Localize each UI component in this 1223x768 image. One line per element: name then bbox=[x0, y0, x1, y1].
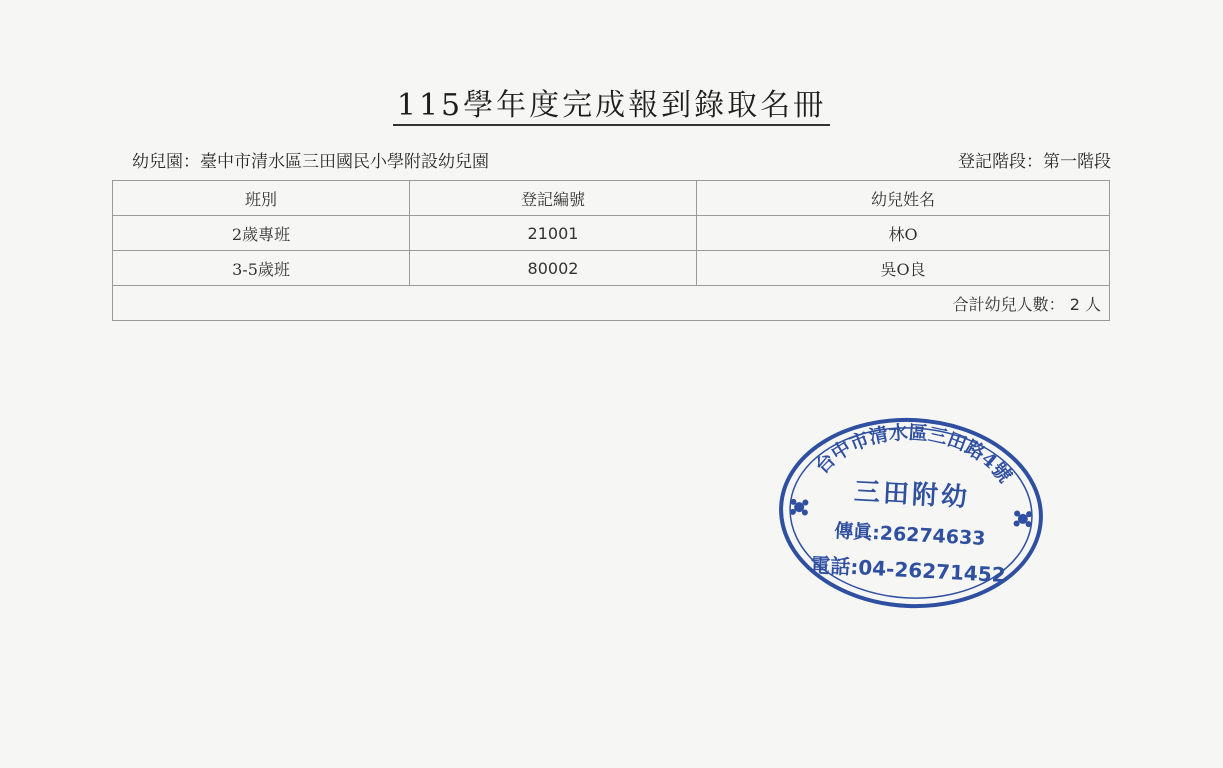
cell-reg-no: 21001 bbox=[410, 216, 697, 251]
stage-label: 登記階段：第一階段 bbox=[958, 152, 1111, 172]
table-row bbox=[113, 216, 1110, 251]
official-stamp bbox=[772, 408, 1050, 618]
stamp-phone: 電話:04-26271452 bbox=[809, 552, 1007, 588]
stamp-fax: 傳眞:26274633 bbox=[833, 520, 987, 550]
header-child-name: 幼兒姓名 bbox=[697, 181, 1110, 216]
total-row bbox=[113, 286, 1110, 321]
cell-child-name: 吳O良 bbox=[697, 251, 1110, 286]
stamp-address: 台中市清水區三田路4號 bbox=[811, 421, 1016, 488]
cell-class: 3-5歲班 bbox=[113, 251, 410, 286]
cell-class: 2歲專班 bbox=[113, 216, 410, 251]
flower-icon bbox=[790, 499, 809, 516]
total-count: 合計幼兒人數： 2 人 bbox=[113, 286, 1110, 321]
table-row bbox=[113, 251, 1110, 286]
enrollment-table bbox=[112, 180, 1110, 321]
cell-reg-no: 80002 bbox=[410, 251, 697, 286]
kindergarten-label: 幼兒園：臺中市清水區三田國民小學附設幼兒園 bbox=[132, 152, 489, 172]
header-class: 班別 bbox=[113, 181, 410, 216]
header-reg-no: 登記編號 bbox=[410, 181, 697, 216]
title-text: 115學年度完成報到錄取名冊 bbox=[393, 88, 830, 126]
table-header-row bbox=[113, 181, 1110, 216]
cell-child-name: 林O bbox=[697, 216, 1110, 251]
stamp-center: 三田附幼 bbox=[853, 477, 971, 514]
document-title bbox=[0, 80, 1223, 124]
flower-icon bbox=[1013, 510, 1032, 527]
